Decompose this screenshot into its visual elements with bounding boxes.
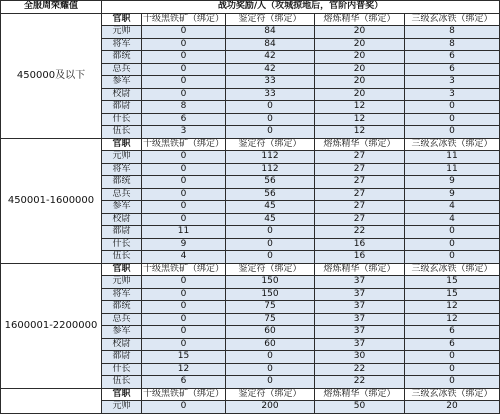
- rank-cell: 元帅: [102, 276, 142, 289]
- reward-value-cell: 0: [142, 338, 226, 351]
- reward-value-cell: 20: [405, 401, 500, 414]
- reward-value-cell: 20: [315, 38, 405, 51]
- reward-value-cell: 84: [226, 26, 315, 39]
- rank-cell: 都统: [102, 51, 142, 64]
- reward-value-cell: 0: [226, 101, 315, 114]
- rank-cell: 参军: [102, 201, 142, 214]
- rank-cell: 校尉: [102, 213, 142, 226]
- reward-value-cell: 4: [142, 251, 226, 264]
- rank-cell: 元帅: [102, 401, 142, 414]
- reward-value-cell: 11: [405, 163, 500, 176]
- reward-value-cell: 27: [315, 163, 405, 176]
- reward-column-header: 熔炼精华（绑定）: [315, 388, 405, 401]
- reward-value-cell: 42: [226, 63, 315, 76]
- reward-value-cell: 0: [142, 288, 226, 301]
- rank-cell: 都统: [102, 301, 142, 314]
- reward-value-cell: 45: [226, 213, 315, 226]
- rank-cell: 都统: [102, 176, 142, 189]
- column-header-row: [1, 263, 500, 276]
- reward-value-cell: 8: [405, 26, 500, 39]
- rank-cell: 总兵: [102, 188, 142, 201]
- rank-cell: 什长: [102, 113, 142, 126]
- reward-value-cell: 9: [405, 188, 500, 201]
- reward-value-cell: 0: [405, 251, 500, 264]
- reward-value-cell: 0: [405, 351, 500, 364]
- reward-value-cell: 15: [142, 351, 226, 364]
- reward-value-cell: 150: [226, 288, 315, 301]
- reward-value-cell: 150: [226, 276, 315, 289]
- reward-value-cell: 0: [226, 226, 315, 239]
- reward-value-cell: 37: [315, 326, 405, 339]
- reward-value-cell: 0: [142, 213, 226, 226]
- reward-value-cell: 8: [405, 38, 500, 51]
- rank-column-header: 官职: [102, 388, 142, 401]
- reward-column-header: 熔炼精华（绑定）: [315, 263, 405, 276]
- reward-column-header: 鉴定符（绑定）: [226, 388, 315, 401]
- reward-value-cell: 27: [315, 151, 405, 164]
- rank-cell: 都尉: [102, 351, 142, 364]
- reward-column-header: 三级玄冰铁（绑定）: [405, 138, 500, 151]
- reward-value-cell: 0: [142, 176, 226, 189]
- reward-column-header: 熔炼精华（绑定）: [315, 13, 405, 26]
- reward-value-cell: 0: [226, 376, 315, 389]
- reward-value-cell: 75: [226, 313, 315, 326]
- rank-column-header: 官职: [102, 13, 142, 26]
- rank-cell: 将军: [102, 288, 142, 301]
- reward-value-cell: 8: [142, 101, 226, 114]
- reward-value-cell: 27: [315, 201, 405, 214]
- honor-range-label: 1600001-2200000: [1, 263, 102, 388]
- reward-value-cell: 3: [142, 126, 226, 139]
- rank-cell: 元帅: [102, 26, 142, 39]
- reward-value-cell: 0: [142, 76, 226, 89]
- rank-cell: 参军: [102, 326, 142, 339]
- reward-value-cell: 0: [142, 88, 226, 101]
- reward-value-cell: 0: [142, 401, 226, 414]
- reward-value-cell: 22: [315, 363, 405, 376]
- reward-value-cell: 27: [315, 213, 405, 226]
- reward-value-cell: 0: [142, 276, 226, 289]
- rank-cell: 总兵: [102, 63, 142, 76]
- reward-value-cell: 0: [142, 201, 226, 214]
- reward-value-cell: 9: [142, 238, 226, 251]
- honor-range-label: 450000及以下: [1, 13, 102, 138]
- rank-cell: 校尉: [102, 88, 142, 101]
- honor-range-label: [1, 388, 102, 413]
- reward-value-cell: 4: [405, 201, 500, 214]
- reward-value-cell: 27: [315, 176, 405, 189]
- reward-value-cell: 12: [315, 101, 405, 114]
- honor-value-header: 全服周荣耀值: [1, 1, 102, 14]
- reward-value-cell: 11: [405, 151, 500, 164]
- reward-value-cell: 6: [405, 51, 500, 64]
- reward-value-cell: 0: [405, 101, 500, 114]
- column-header-row: [1, 138, 500, 151]
- reward-value-cell: 56: [226, 176, 315, 189]
- reward-column-header: 三级玄冰铁（绑定）: [405, 263, 500, 276]
- reward-value-cell: 0: [142, 26, 226, 39]
- reward-value-cell: 16: [315, 251, 405, 264]
- reward-value-cell: 0: [226, 363, 315, 376]
- rank-cell: 什长: [102, 238, 142, 251]
- reward-value-cell: 22: [315, 376, 405, 389]
- reward-value-cell: 0: [142, 188, 226, 201]
- reward-value-cell: 0: [226, 251, 315, 264]
- reward-value-cell: 12: [315, 113, 405, 126]
- rank-cell: 将军: [102, 163, 142, 176]
- reward-value-cell: 0: [405, 363, 500, 376]
- reward-value-cell: 0: [142, 326, 226, 339]
- column-header-row: [1, 388, 500, 401]
- reward-value-cell: 200: [226, 401, 315, 414]
- rank-cell: 伍长: [102, 376, 142, 389]
- reward-value-cell: 75: [226, 301, 315, 314]
- reward-value-cell: 0: [226, 351, 315, 364]
- rank-column-header: 官职: [102, 263, 142, 276]
- reward-value-cell: 60: [226, 338, 315, 351]
- reward-value-cell: 6: [142, 376, 226, 389]
- reward-value-cell: 0: [142, 51, 226, 64]
- reward-value-cell: 42: [226, 51, 315, 64]
- rank-cell: 元帅: [102, 151, 142, 164]
- table-body: [1, 13, 500, 413]
- reward-value-cell: 0: [226, 113, 315, 126]
- reward-value-cell: 30: [315, 351, 405, 364]
- reward-value-cell: 27: [315, 188, 405, 201]
- reward-value-cell: 56: [226, 188, 315, 201]
- reward-value-cell: 60: [226, 326, 315, 339]
- reward-value-cell: 37: [315, 301, 405, 314]
- reward-column-header: 鉴定符（绑定）: [226, 138, 315, 151]
- reward-value-cell: 20: [315, 26, 405, 39]
- reward-column-header: 熔炼精华（绑定）: [315, 138, 405, 151]
- reward-value-cell: 37: [315, 288, 405, 301]
- reward-value-cell: 6: [142, 113, 226, 126]
- reward-value-cell: 6: [405, 338, 500, 351]
- reward-value-cell: 0: [405, 126, 500, 139]
- reward-value-cell: 84: [226, 38, 315, 51]
- reward-value-cell: 0: [142, 38, 226, 51]
- rank-cell: 都尉: [102, 226, 142, 239]
- rank-cell: 参军: [102, 76, 142, 89]
- reward-value-cell: 0: [405, 238, 500, 251]
- reward-value-cell: 33: [226, 76, 315, 89]
- reward-value-cell: 0: [142, 313, 226, 326]
- reward-value-cell: 11: [142, 226, 226, 239]
- reward-column-header: 十级黑铁矿（绑定）: [142, 138, 224, 149]
- reward-value-cell: 37: [315, 313, 405, 326]
- reward-value-cell: 20: [315, 88, 405, 101]
- reward-value-cell: 37: [315, 338, 405, 351]
- rank-cell: 校尉: [102, 338, 142, 351]
- reward-value-cell: 0: [142, 151, 226, 164]
- reward-value-cell: 50: [315, 401, 405, 414]
- reward-column-header: 鉴定符（绑定）: [226, 13, 315, 26]
- column-header-row: [1, 13, 500, 26]
- reward-value-cell: 33: [226, 88, 315, 101]
- reward-value-cell: 0: [142, 301, 226, 314]
- honor-range-label: 450001-1600000: [1, 138, 102, 263]
- reward-value-cell: 9: [405, 176, 500, 189]
- reward-column-header: 十级黑铁矿（绑定）: [142, 263, 224, 274]
- rank-cell: 都尉: [102, 101, 142, 114]
- reward-value-cell: 15: [405, 276, 500, 289]
- reward-value-cell: 12: [405, 301, 500, 314]
- rank-column-header: 官职: [102, 138, 142, 151]
- reward-value-cell: 3: [405, 76, 500, 89]
- reward-column-header: 三级玄冰铁（绑定）: [405, 13, 500, 26]
- table-title-row: [1, 1, 500, 14]
- reward-value-cell: 3: [405, 88, 500, 101]
- reward-value-cell: 0: [405, 226, 500, 239]
- reward-value-cell: 12: [142, 363, 226, 376]
- reward-value-cell: 112: [226, 163, 315, 176]
- reward-value-cell: 4: [405, 213, 500, 226]
- reward-value-cell: 20: [315, 76, 405, 89]
- reward-value-cell: 37: [315, 276, 405, 289]
- reward-value-cell: 45: [226, 201, 315, 214]
- reward-column-header: 十级黑铁矿（绑定）: [142, 13, 224, 24]
- reward-column-header: 三级玄冰铁（绑定）: [405, 388, 500, 401]
- reward-value-cell: 20: [315, 63, 405, 76]
- reward-value-cell: 0: [405, 113, 500, 126]
- reward-value-cell: 0: [226, 238, 315, 251]
- reward-value-cell: 112: [226, 151, 315, 164]
- reward-value-cell: 22: [315, 226, 405, 239]
- reward-span-title: 战功奖励/人（攻城掠地后，官阶内普奖）: [102, 1, 500, 14]
- rank-cell: 伍长: [102, 251, 142, 264]
- reward-value-cell: 0: [142, 163, 226, 176]
- rank-cell: 伍长: [102, 126, 142, 139]
- reward-value-cell: 0: [226, 126, 315, 139]
- reward-value-cell: 6: [405, 63, 500, 76]
- rank-cell: 总兵: [102, 313, 142, 326]
- reward-value-cell: 20: [315, 51, 405, 64]
- reward-column-header: 鉴定符（绑定）: [226, 263, 315, 276]
- rank-cell: 将军: [102, 38, 142, 51]
- reward-column-header: 十级黑铁矿（绑定）: [142, 388, 224, 399]
- reward-value-cell: 0: [405, 376, 500, 389]
- reward-value-cell: 6: [405, 326, 500, 339]
- reward-value-cell: 16: [315, 238, 405, 251]
- reward-value-cell: 12: [315, 126, 405, 139]
- reward-value-cell: 0: [142, 63, 226, 76]
- reward-value-cell: 15: [405, 288, 500, 301]
- reward-value-cell: 12: [405, 313, 500, 326]
- rank-cell: 什长: [102, 363, 142, 376]
